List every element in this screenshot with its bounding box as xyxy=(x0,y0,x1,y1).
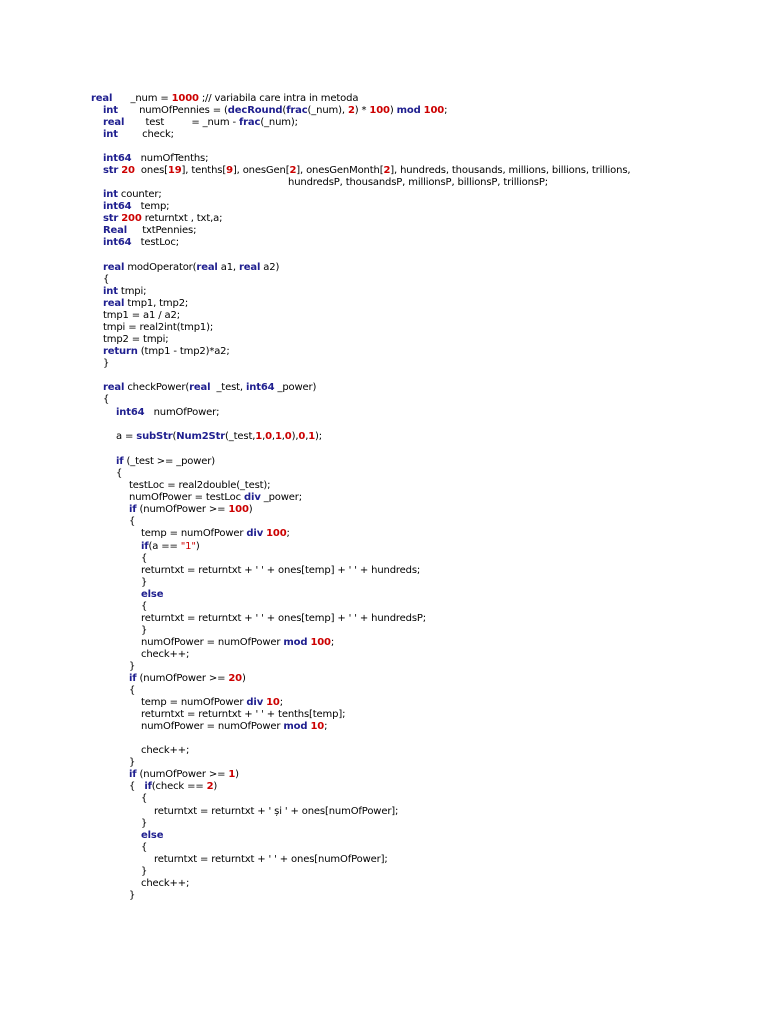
code-keyword: if xyxy=(144,781,152,792)
code-line xyxy=(141,541,200,553)
code-keyword: mod xyxy=(283,637,308,648)
code-keyword: if xyxy=(116,456,124,467)
code-keyword: div xyxy=(244,492,261,503)
code-line xyxy=(141,589,163,601)
code-line xyxy=(141,878,189,890)
code-text: tmp2 = tmpi; xyxy=(103,334,169,345)
code-text: tmpi = real2int(tmp1); xyxy=(103,322,214,333)
code-line xyxy=(141,649,189,661)
code-text: { xyxy=(141,553,148,564)
code-line xyxy=(103,394,109,406)
code-line xyxy=(129,516,135,528)
code-text: numOfPower = numOfPower xyxy=(141,637,284,648)
code-keyword: mod xyxy=(283,721,308,732)
code-text: ) xyxy=(213,781,218,792)
code-text: ], tenths[ xyxy=(181,165,227,176)
code-text: { xyxy=(141,601,148,612)
code-keyword: mod xyxy=(396,105,421,116)
code-line xyxy=(103,201,169,213)
code-text: ( xyxy=(282,105,287,116)
code-text: check++; xyxy=(141,878,190,889)
code-text: temp; xyxy=(131,201,170,212)
code-text: returntxt = returntxt + ' și ' + ones[numOfPower]; xyxy=(154,806,399,817)
code-text: ), xyxy=(291,431,299,442)
code-number: 0 xyxy=(298,431,306,442)
code-text: { xyxy=(141,842,148,853)
code-text: ones[ xyxy=(134,165,168,176)
code-text: (check == xyxy=(151,781,207,792)
code-line xyxy=(103,213,222,225)
code-line xyxy=(116,456,215,468)
code-text: } xyxy=(129,890,136,901)
code-keyword: Real xyxy=(103,225,128,236)
code-line xyxy=(154,854,388,866)
code-text: (_test >= _power) xyxy=(123,456,215,467)
code-keyword: int64 xyxy=(116,407,145,418)
code-keyword: return xyxy=(103,346,138,357)
code-text: ; xyxy=(324,721,328,732)
code-text: (_test, xyxy=(225,431,256,442)
code-line xyxy=(141,697,283,709)
code-line xyxy=(141,528,290,540)
code-line xyxy=(141,637,334,649)
code-keyword: decRound xyxy=(227,105,283,116)
code-text: { xyxy=(141,793,148,804)
code-text: numOfPower = testLoc xyxy=(129,492,245,503)
code-text: { xyxy=(103,394,110,405)
code-text: temp = numOfPower xyxy=(141,528,247,539)
code-text: _power) xyxy=(274,382,317,393)
code-number: 10 xyxy=(310,721,325,732)
code-number: 0 xyxy=(265,431,272,442)
code-line xyxy=(141,866,147,878)
code-line xyxy=(116,468,122,480)
code-text: check++; xyxy=(141,649,190,660)
code-line xyxy=(129,769,239,781)
code-keyword: int xyxy=(103,286,118,297)
code-line xyxy=(129,492,302,504)
code-line xyxy=(103,310,180,322)
code-text: tmp1 = a1 / a2; xyxy=(103,310,180,321)
code-line xyxy=(141,709,345,721)
code-text: numOfTenths; xyxy=(131,153,209,164)
code-text: (numOfPower >= xyxy=(136,769,229,780)
code-line xyxy=(129,661,135,673)
code-text: } xyxy=(141,818,148,829)
code-line xyxy=(103,165,630,177)
code-text: { xyxy=(129,685,136,696)
code-number: 20 xyxy=(121,165,135,176)
code-text: check; xyxy=(117,129,174,140)
code-keyword: int64 xyxy=(245,382,275,393)
code-text: numOfPower; xyxy=(144,407,220,418)
code-line xyxy=(103,274,109,286)
code-text: ; xyxy=(444,105,448,116)
code-line xyxy=(103,262,279,274)
code-keyword: real xyxy=(91,93,113,104)
code-text: a2) xyxy=(260,262,280,273)
code-text: a = xyxy=(116,431,137,442)
code-text: modOperator( xyxy=(124,262,197,273)
code-keyword: str xyxy=(103,213,119,224)
code-text: (tmp1 - tmp2)*a2; xyxy=(137,346,230,357)
code-text: } xyxy=(129,757,136,768)
code-text: (_num); xyxy=(260,117,298,128)
code-keyword: int xyxy=(103,189,118,200)
code-text: (_num), xyxy=(307,105,348,116)
code-line xyxy=(141,842,147,854)
code-text: ) xyxy=(389,105,397,116)
code-number: 100 xyxy=(266,528,287,539)
code-text: ); xyxy=(315,431,323,442)
code-number: 100 xyxy=(369,105,390,116)
code-line xyxy=(103,286,146,298)
code-keyword: div xyxy=(246,697,264,708)
code-number: 1000 xyxy=(171,93,199,104)
code-text: test = _num - xyxy=(124,117,239,128)
code-keyword: div xyxy=(246,528,264,539)
code-keyword: real xyxy=(189,382,211,393)
code-text: (numOfPower >= xyxy=(136,673,229,684)
code-text: testLoc = real2double(_test); xyxy=(129,480,271,491)
code-number: 2 xyxy=(347,105,355,116)
code-text: returntxt = returntxt + ' ' + tenths[temp]; xyxy=(141,709,346,720)
code-text: check++; xyxy=(141,745,190,756)
code-line xyxy=(103,189,162,201)
code-line xyxy=(141,565,420,577)
code-number: 1 xyxy=(274,431,282,442)
code-text: ; xyxy=(279,697,283,708)
code-keyword: frac xyxy=(286,105,308,116)
code-text: returntxt = returntxt + ' ' + ones[temp] + ' ' + hundreds; xyxy=(141,565,421,576)
code-text: { xyxy=(116,468,123,479)
code-text: , xyxy=(305,431,309,442)
code-line xyxy=(288,177,548,189)
code-line xyxy=(129,757,135,769)
code-number: 1 xyxy=(228,769,236,780)
code-keyword: else xyxy=(141,589,164,600)
code-line xyxy=(141,613,426,625)
code-number: 100 xyxy=(310,637,331,648)
code-line xyxy=(103,382,316,394)
code-keyword: if xyxy=(141,541,149,552)
code-line xyxy=(116,431,322,443)
code-text: ) xyxy=(195,541,200,552)
code-text: a1, xyxy=(217,262,239,273)
code-text: ) xyxy=(241,673,246,684)
code-text: checkPower( xyxy=(124,382,190,393)
code-keyword: int64 xyxy=(103,153,132,164)
code-keyword: Num2Str xyxy=(176,431,226,442)
code-line xyxy=(141,625,147,637)
code-text: ;// variabila care intra in metoda xyxy=(198,93,359,104)
code-keyword: else xyxy=(141,830,164,841)
code-line xyxy=(103,346,230,358)
code-text: testLoc; xyxy=(131,237,179,248)
code-line xyxy=(103,153,208,165)
code-text: ], onesGenMonth[ xyxy=(296,165,384,176)
code-keyword: real xyxy=(103,298,125,309)
code-keyword: frac xyxy=(238,117,261,128)
code-number: 100 xyxy=(228,504,249,515)
code-text: ) xyxy=(235,769,239,780)
code-text: tmp1, tmp2; xyxy=(124,298,189,309)
code-keyword: str xyxy=(103,165,119,176)
code-text: counter; xyxy=(117,189,162,200)
code-line xyxy=(141,830,163,842)
code-text: ( xyxy=(172,431,177,442)
code-number: 2 xyxy=(383,165,391,176)
code-line xyxy=(141,553,147,565)
code-line xyxy=(129,504,253,516)
code-text: , xyxy=(271,431,275,442)
code-text: { xyxy=(129,516,136,527)
code-text: returntxt , txt,a; xyxy=(141,213,223,224)
code-text: (a == xyxy=(148,541,181,552)
code-text: numOfPower = numOfPower xyxy=(141,721,284,732)
code-text: , xyxy=(262,431,266,442)
code-number: 1 xyxy=(308,431,316,442)
code-line xyxy=(103,322,213,334)
code-text: , xyxy=(281,431,285,442)
code-line xyxy=(103,237,179,249)
code-keyword: if xyxy=(129,673,137,684)
code-text: ], hundreds, thousands, millions, billions, trillions, xyxy=(390,165,631,176)
code-text: (numOfPower >= xyxy=(136,504,229,515)
code-keyword: int64 xyxy=(103,201,132,212)
code-text: ; xyxy=(330,637,335,648)
code-number: 20 xyxy=(228,673,242,684)
code-text: temp = numOfPower xyxy=(141,697,247,708)
code-number: 200 xyxy=(121,213,142,224)
code-line xyxy=(129,890,135,902)
code-keyword: real xyxy=(103,262,125,273)
code-number: 2 xyxy=(289,165,297,176)
code-number: 9 xyxy=(226,165,233,176)
code-text: returntxt = returntxt + ' ' + ones[numOfPower]; xyxy=(154,854,388,865)
code-number: 10 xyxy=(266,697,280,708)
code-line xyxy=(103,334,168,346)
code-line xyxy=(141,721,327,733)
code-line xyxy=(91,93,358,105)
code-keyword: real xyxy=(196,262,218,273)
code-line xyxy=(129,673,246,685)
code-text: returntxt = returntxt + ' ' + ones[temp] + ' ' + hundredsP; xyxy=(141,613,427,624)
code-keyword: int xyxy=(103,105,118,116)
code-line xyxy=(141,577,147,589)
code-text: numOfPennies = ( xyxy=(117,105,228,116)
code-text: _test, xyxy=(210,382,246,393)
code-text: ) * xyxy=(354,105,370,116)
code-string: "1" xyxy=(180,541,196,552)
code-number: 100 xyxy=(423,105,445,116)
code-line xyxy=(129,480,270,492)
code-line xyxy=(141,818,147,830)
code-keyword: real xyxy=(238,262,261,273)
code-text: } xyxy=(141,577,148,588)
code-keyword: if xyxy=(129,769,137,780)
code-line xyxy=(141,745,189,757)
code-text: ) xyxy=(248,504,253,515)
code-text: ; xyxy=(286,528,290,539)
code-keyword: real xyxy=(103,382,125,393)
code-number: 2 xyxy=(206,781,214,792)
code-line xyxy=(103,358,109,370)
code-keyword: int xyxy=(103,129,118,140)
code-keyword: subStr xyxy=(136,431,173,442)
code-text: ], onesGen[ xyxy=(232,165,290,176)
code-line xyxy=(103,105,447,117)
code-line xyxy=(103,129,174,141)
code-text: tmpi; xyxy=(117,286,147,297)
code-text: } xyxy=(129,661,136,672)
code-text: } xyxy=(141,625,148,636)
code-number: 1 xyxy=(255,431,263,442)
code-text: } xyxy=(141,866,148,877)
code-line xyxy=(116,407,219,419)
code-keyword: int64 xyxy=(103,237,132,248)
code-keyword: if xyxy=(129,504,137,515)
code-text: _power; xyxy=(260,492,302,503)
code-line xyxy=(129,781,217,793)
code-text: } xyxy=(103,358,110,369)
code-text: { xyxy=(129,781,145,792)
code-line xyxy=(103,225,196,237)
code-line xyxy=(103,117,298,129)
code-text: _num = xyxy=(112,93,172,104)
code-number: 0 xyxy=(284,431,292,442)
code-line xyxy=(141,601,147,613)
code-line xyxy=(154,806,398,818)
code-line xyxy=(103,298,188,310)
code-text: { xyxy=(103,274,110,285)
code-text: txtPennies; xyxy=(127,225,197,236)
code-keyword: real xyxy=(103,117,125,128)
code-line xyxy=(129,685,135,697)
code-line xyxy=(141,793,147,805)
code-text: hundredsP, thousandsP, millionsP, billionsP, trillionsP; xyxy=(288,177,548,188)
code-number: 19 xyxy=(167,165,182,176)
